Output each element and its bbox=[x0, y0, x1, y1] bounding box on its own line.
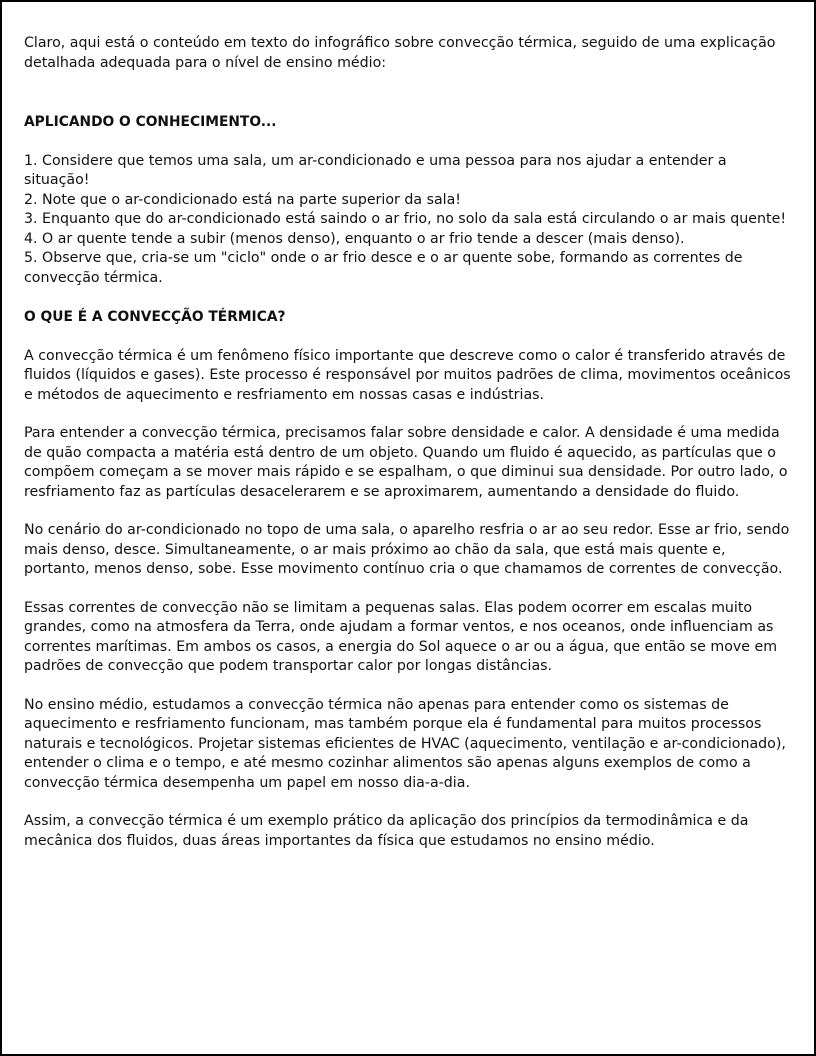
list-item: 1. Considere que temos uma sala, um ar-condicionado e uma pessoa para nos ajudar a entender a situação! bbox=[24, 152, 727, 188]
list-item: 5. Observe que, cria-se um "ciclo" onde o ar frio desce e o ar quente sobe, formando as correntes de convecção térmica. bbox=[24, 250, 743, 286]
section-heading-what-is: O QUE É A CONVECÇÃO TÉRMICA? bbox=[24, 309, 286, 325]
section-heading-applying: APLICANDO O CONHECIMENTO... bbox=[24, 114, 277, 130]
body-paragraph: Para entender a convecção térmica, precisamos falar sobre densidade e calor. A densidade é uma medida de quão compacta a matéria está dentro de um objeto. Quando um fluido é aquecido, as partículas que o compõem começam a se mover mais rápido e se espalham, o que diminui sua densidade. Por outro lado, o resfriamento faz as partículas desacelerarem e se aproximarem, aumentando a densidade do fluido. bbox=[24, 425, 788, 500]
steps-list bbox=[24, 152, 792, 289]
list-item: 3. Enquanto que do ar-condicionado está saindo o ar frio, no solo da sala está circulando o ar mais quente! bbox=[24, 211, 787, 227]
body-paragraph: Essas correntes de convecção não se limitam a pequenas salas. Elas podem ocorrer em escalas muito grandes, como na atmosfera da Terra, onde ajudam a formar ventos, e nos oceanos, onde influenciam as correntes marítimas. Em ambos os casos, a energia do Sol aquece o ar ou a água, que então se move em padrões de convecção que podem transportar calor por longas distâncias. bbox=[24, 599, 778, 674]
list-item: 4. O ar quente tende a subir (menos denso), enquanto o ar frio tende a descer (mais denso). bbox=[24, 230, 685, 247]
body-paragraph: Assim, a convecção térmica é um exemplo prático da aplicação dos princípios da termodinâmica e da mecânica dos fluidos, duas áreas importantes da física que estudamos no ensino médio. bbox=[24, 813, 749, 849]
body-paragraph: No cenário do ar-condicionado no topo de uma sala, o aparelho resfria o ar ao seu redor. Esse ar frio, sendo mais denso, desce. Simultaneamente, o ar mais próximo ao chão da sala, que está mais quente e, portanto, menos denso, sobe. Esse movimento contínuo cria o que chamamos de correntes de convecção. bbox=[24, 522, 790, 577]
body-paragraph: No ensino médio, estudamos a convecção térmica não apenas para entender como os sistemas de aquecimento e resfriamento funcionam, mas também porque ela é fundamental para muitos processos naturais e tecnológicos. Projetar sistemas eficientes de HVAC (aquecimento, ventilação e ar-condicionado), entender o clima e o tempo, e até mesmo cozinhar alimentos são apenas alguns exemplos de como a convecção térmica desempenha um papel em nosso dia-a-dia. bbox=[24, 696, 786, 791]
intro-paragraph: Claro, aqui está o conteúdo em texto do infográfico sobre convecção térmica, seguido de uma explicação detalhada adequada para o nível de ensino médio: bbox=[24, 35, 776, 71]
list-item: 2. Note que o ar-condicionado está na parte superior da sala! bbox=[24, 191, 461, 208]
body-paragraph: A convecção térmica é um fenômeno físico importante que descreve como o calor é transferido através de fluidos (líquidos e gases). Este processo é responsável por muitos padrões de clima, movimentos oceânicos e métodos de aquecimento e resfriamento em nossas casas e indústrias. bbox=[24, 347, 791, 403]
